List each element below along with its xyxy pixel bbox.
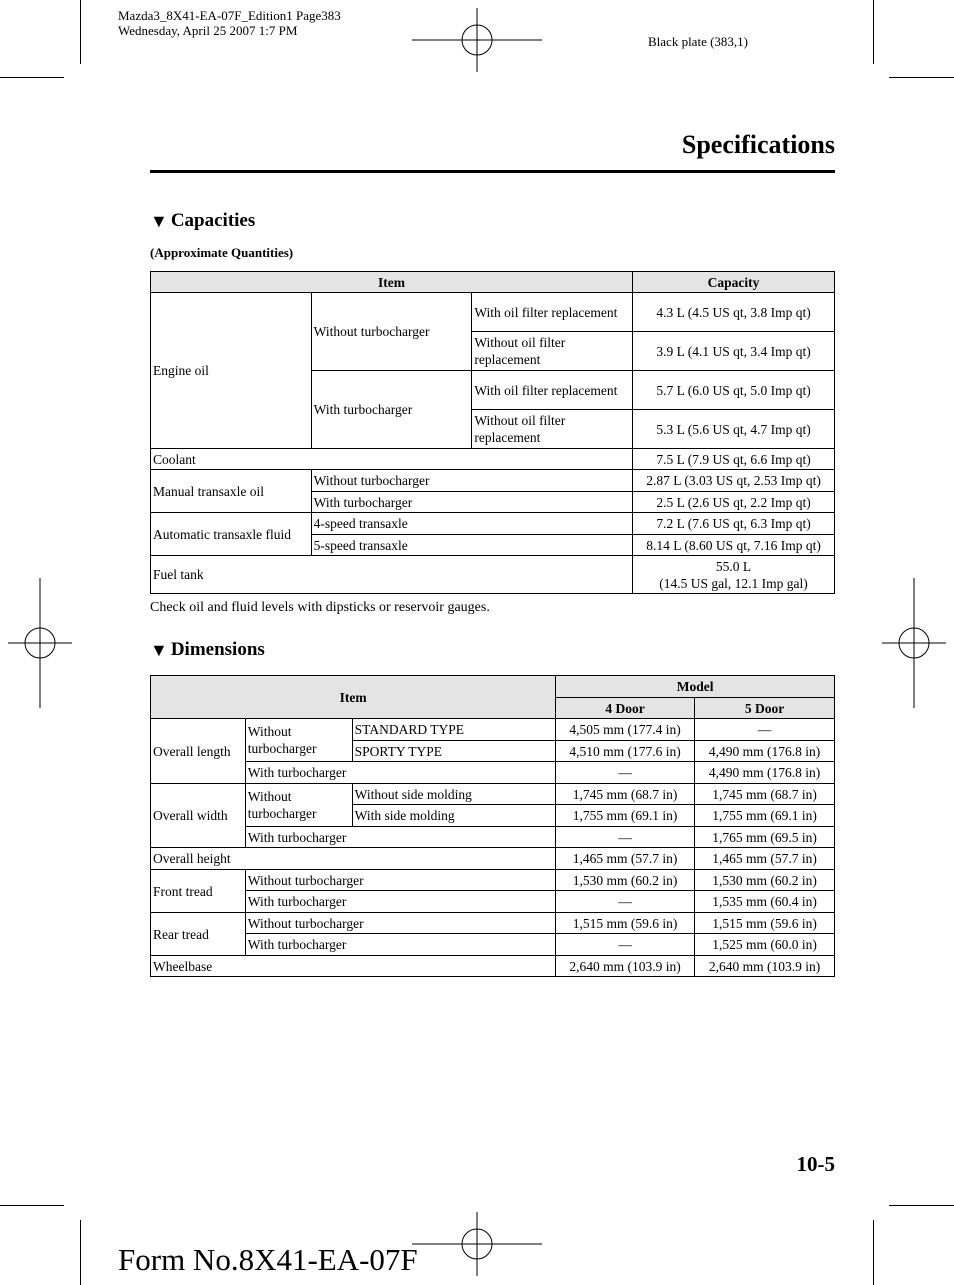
table-row bbox=[151, 891, 835, 913]
table-row bbox=[151, 449, 835, 470]
capacities-heading-text: Capacities bbox=[170, 210, 256, 231]
file-line: Mazda3_8X41-EA-07F_Edition1 Page383 bbox=[118, 8, 341, 23]
cell-without-filter: Without oil filter replacement bbox=[472, 410, 633, 449]
cell-value: 1,535 mm (60.4 in) bbox=[695, 891, 835, 913]
cell-value: 1,745 mm (68.7 in) bbox=[556, 784, 695, 805]
row-label-coolant: Coolant bbox=[151, 449, 633, 470]
cell-value: 8.14 L (8.60 US qt, 7.16 Imp qt) bbox=[633, 535, 835, 556]
table-row bbox=[151, 293, 835, 332]
row-label-rear-tread: Rear tread bbox=[151, 913, 246, 956]
cell-without-turbo: Without turbocharger bbox=[311, 293, 472, 371]
cell-value: 1,530 mm (60.2 in) bbox=[695, 870, 835, 891]
row-label-overall-length: Overall length bbox=[151, 719, 246, 784]
cell-value: 1,465 mm (57.7 in) bbox=[695, 848, 835, 870]
cell-value: 4,490 mm (176.8 in) bbox=[695, 741, 835, 762]
cell-with-filter: With oil filter replacement bbox=[472, 293, 633, 332]
cell-value: 4,510 mm (177.6 in) bbox=[556, 741, 695, 762]
table-row bbox=[151, 934, 835, 956]
col-header-5door: 5 Door bbox=[695, 698, 835, 719]
triangle-down-icon: ▼ bbox=[150, 210, 168, 231]
row-label-wheelbase: Wheelbase bbox=[151, 956, 556, 977]
cell-dash: — bbox=[556, 934, 695, 956]
table-row bbox=[151, 719, 835, 741]
capacities-note: Check oil and fluid levels with dipsticks or reservoir gauges. bbox=[150, 600, 490, 615]
row-label-overall-width: Overall width bbox=[151, 784, 246, 848]
crop-mark bbox=[80, 0, 81, 64]
cell-without-filter: Without oil filter replacement bbox=[472, 332, 633, 371]
cell-with-filter: With oil filter replacement bbox=[472, 371, 633, 410]
fuel-line-2: (14.5 US gal, 12.1 Imp gal) bbox=[659, 575, 808, 591]
capacities-subheading: (Approximate Quantities) bbox=[150, 245, 294, 260]
capacities-table bbox=[150, 271, 835, 594]
cell-value: 7.5 L (7.9 US qt, 6.6 Imp qt) bbox=[633, 449, 835, 470]
cell-value: 1,515 mm (59.6 in) bbox=[556, 913, 695, 934]
page-number: 10-5 bbox=[796, 1152, 835, 1176]
row-label-engine-oil: Engine oil bbox=[151, 293, 312, 449]
cell-value: 1,765 mm (69.5 in) bbox=[695, 827, 835, 848]
table-row bbox=[151, 556, 835, 594]
cell-value: 4.3 L (4.5 US qt, 3.8 Imp qt) bbox=[633, 293, 835, 332]
cell-with-turbo: With turbocharger bbox=[245, 891, 555, 913]
row-label-front-tread: Front tread bbox=[151, 870, 246, 913]
col-header-model: Model bbox=[556, 676, 835, 698]
cell-value: 1,530 mm (60.2 in) bbox=[556, 870, 695, 891]
row-label-automatic-transaxle: Automatic transaxle fluid bbox=[151, 513, 312, 556]
table-row bbox=[151, 870, 835, 891]
plate-label: Black plate (383,1) bbox=[648, 34, 748, 49]
cell-value: 2.5 L (2.6 US qt, 2.2 Imp qt) bbox=[633, 492, 835, 513]
cell-with-side-molding: With side molding bbox=[352, 805, 556, 827]
row-label-manual-transaxle: Manual transaxle oil bbox=[151, 470, 312, 513]
cell-value: 4,505 mm (177.4 in) bbox=[556, 719, 695, 741]
crop-mark bbox=[889, 77, 954, 78]
cell-value: 1,745 mm (68.7 in) bbox=[695, 784, 835, 805]
cell-dash: — bbox=[556, 891, 695, 913]
col-header-capacity: Capacity bbox=[633, 272, 835, 293]
crop-mark bbox=[0, 77, 64, 78]
cell-without-turbo: Without turbocharger bbox=[245, 719, 352, 762]
table-row bbox=[151, 956, 835, 977]
cell-value: 1,515 mm (59.6 in) bbox=[695, 913, 835, 934]
col-header-4door: 4 Door bbox=[556, 698, 695, 719]
crop-mark bbox=[889, 1205, 954, 1206]
cell-without-turbo: Without turbocharger bbox=[245, 913, 555, 934]
triangle-down-icon: ▼ bbox=[150, 639, 168, 660]
cell-dash: — bbox=[695, 719, 835, 741]
dimensions-heading bbox=[150, 639, 265, 661]
fuel-line-1: 55.0 L bbox=[715, 558, 752, 574]
crop-mark bbox=[0, 1205, 64, 1206]
cell-value: 1,755 mm (69.1 in) bbox=[556, 805, 695, 827]
table-row bbox=[151, 913, 835, 934]
col-header-item: Item bbox=[151, 272, 633, 293]
table-row bbox=[151, 827, 835, 848]
crop-mark bbox=[80, 1220, 81, 1285]
table-row bbox=[151, 470, 835, 492]
cell-value: 5.3 L (5.6 US qt, 4.7 Imp qt) bbox=[633, 410, 835, 449]
cell-with-turbo: With turbocharger bbox=[245, 934, 555, 956]
registration-mark-icon bbox=[412, 8, 542, 72]
cell-without-turbo: Without turbocharger bbox=[245, 870, 555, 891]
cell-dash: — bbox=[556, 827, 695, 848]
registration-mark-icon bbox=[8, 578, 72, 708]
crop-mark bbox=[873, 0, 874, 64]
cell-standard-type: STANDARD TYPE bbox=[352, 719, 556, 741]
cell-value: 2.87 L (3.03 US qt, 2.53 Imp qt) bbox=[633, 470, 835, 492]
crop-mark bbox=[873, 1220, 874, 1285]
cell-value: 1,465 mm (57.7 in) bbox=[556, 848, 695, 870]
registration-mark-icon bbox=[412, 1212, 542, 1276]
cell-value: 2,640 mm (103.9 in) bbox=[695, 956, 835, 977]
col-header-item: Item bbox=[151, 676, 556, 719]
capacities-heading bbox=[150, 210, 255, 232]
cell-value: 1,755 mm (69.1 in) bbox=[695, 805, 835, 827]
table-row bbox=[151, 762, 835, 784]
cell-value-fuel bbox=[633, 556, 835, 594]
page-title: Specifications bbox=[681, 130, 835, 159]
cell-with-turbo: With turbocharger bbox=[311, 371, 472, 449]
title-rule bbox=[150, 170, 835, 173]
cell-four-speed: 4-speed transaxle bbox=[311, 513, 632, 535]
row-label-fuel-tank: Fuel tank bbox=[151, 556, 633, 594]
cell-sporty-type: SPORTY TYPE bbox=[352, 741, 556, 762]
cell-value: 4,490 mm (176.8 in) bbox=[695, 762, 835, 784]
date-line: Wednesday, April 25 2007 1:7 PM bbox=[118, 23, 298, 38]
cell-without-side-molding: Without side molding bbox=[352, 784, 556, 805]
cell-without-turbo: Without turbocharger bbox=[311, 470, 632, 492]
cell-value: 1,525 mm (60.0 in) bbox=[695, 934, 835, 956]
table-row bbox=[151, 513, 835, 535]
cell-dash: — bbox=[556, 762, 695, 784]
print-meta bbox=[118, 8, 341, 38]
cell-value: 3.9 L (4.1 US qt, 3.4 Imp qt) bbox=[633, 332, 835, 371]
table-row bbox=[151, 848, 835, 870]
cell-value: 5.7 L (6.0 US qt, 5.0 Imp qt) bbox=[633, 371, 835, 410]
table-row bbox=[151, 784, 835, 805]
cell-value: 2,640 mm (103.9 in) bbox=[556, 956, 695, 977]
row-label-overall-height: Overall height bbox=[151, 848, 556, 870]
dimensions-heading-text: Dimensions bbox=[170, 639, 265, 660]
registration-mark-icon bbox=[882, 578, 946, 708]
cell-value: 7.2 L (7.6 US qt, 6.3 Imp qt) bbox=[633, 513, 835, 535]
cell-with-turbo: With turbocharger bbox=[245, 762, 555, 784]
cell-five-speed: 5-speed transaxle bbox=[311, 535, 632, 556]
cell-with-turbo: With turbocharger bbox=[311, 492, 632, 513]
form-number: Form No.8X41-EA-07F bbox=[118, 1242, 418, 1277]
dimensions-table bbox=[150, 675, 835, 977]
cell-with-turbo: With turbocharger bbox=[245, 827, 555, 848]
cell-without-turbo: Without turbocharger bbox=[245, 784, 352, 827]
